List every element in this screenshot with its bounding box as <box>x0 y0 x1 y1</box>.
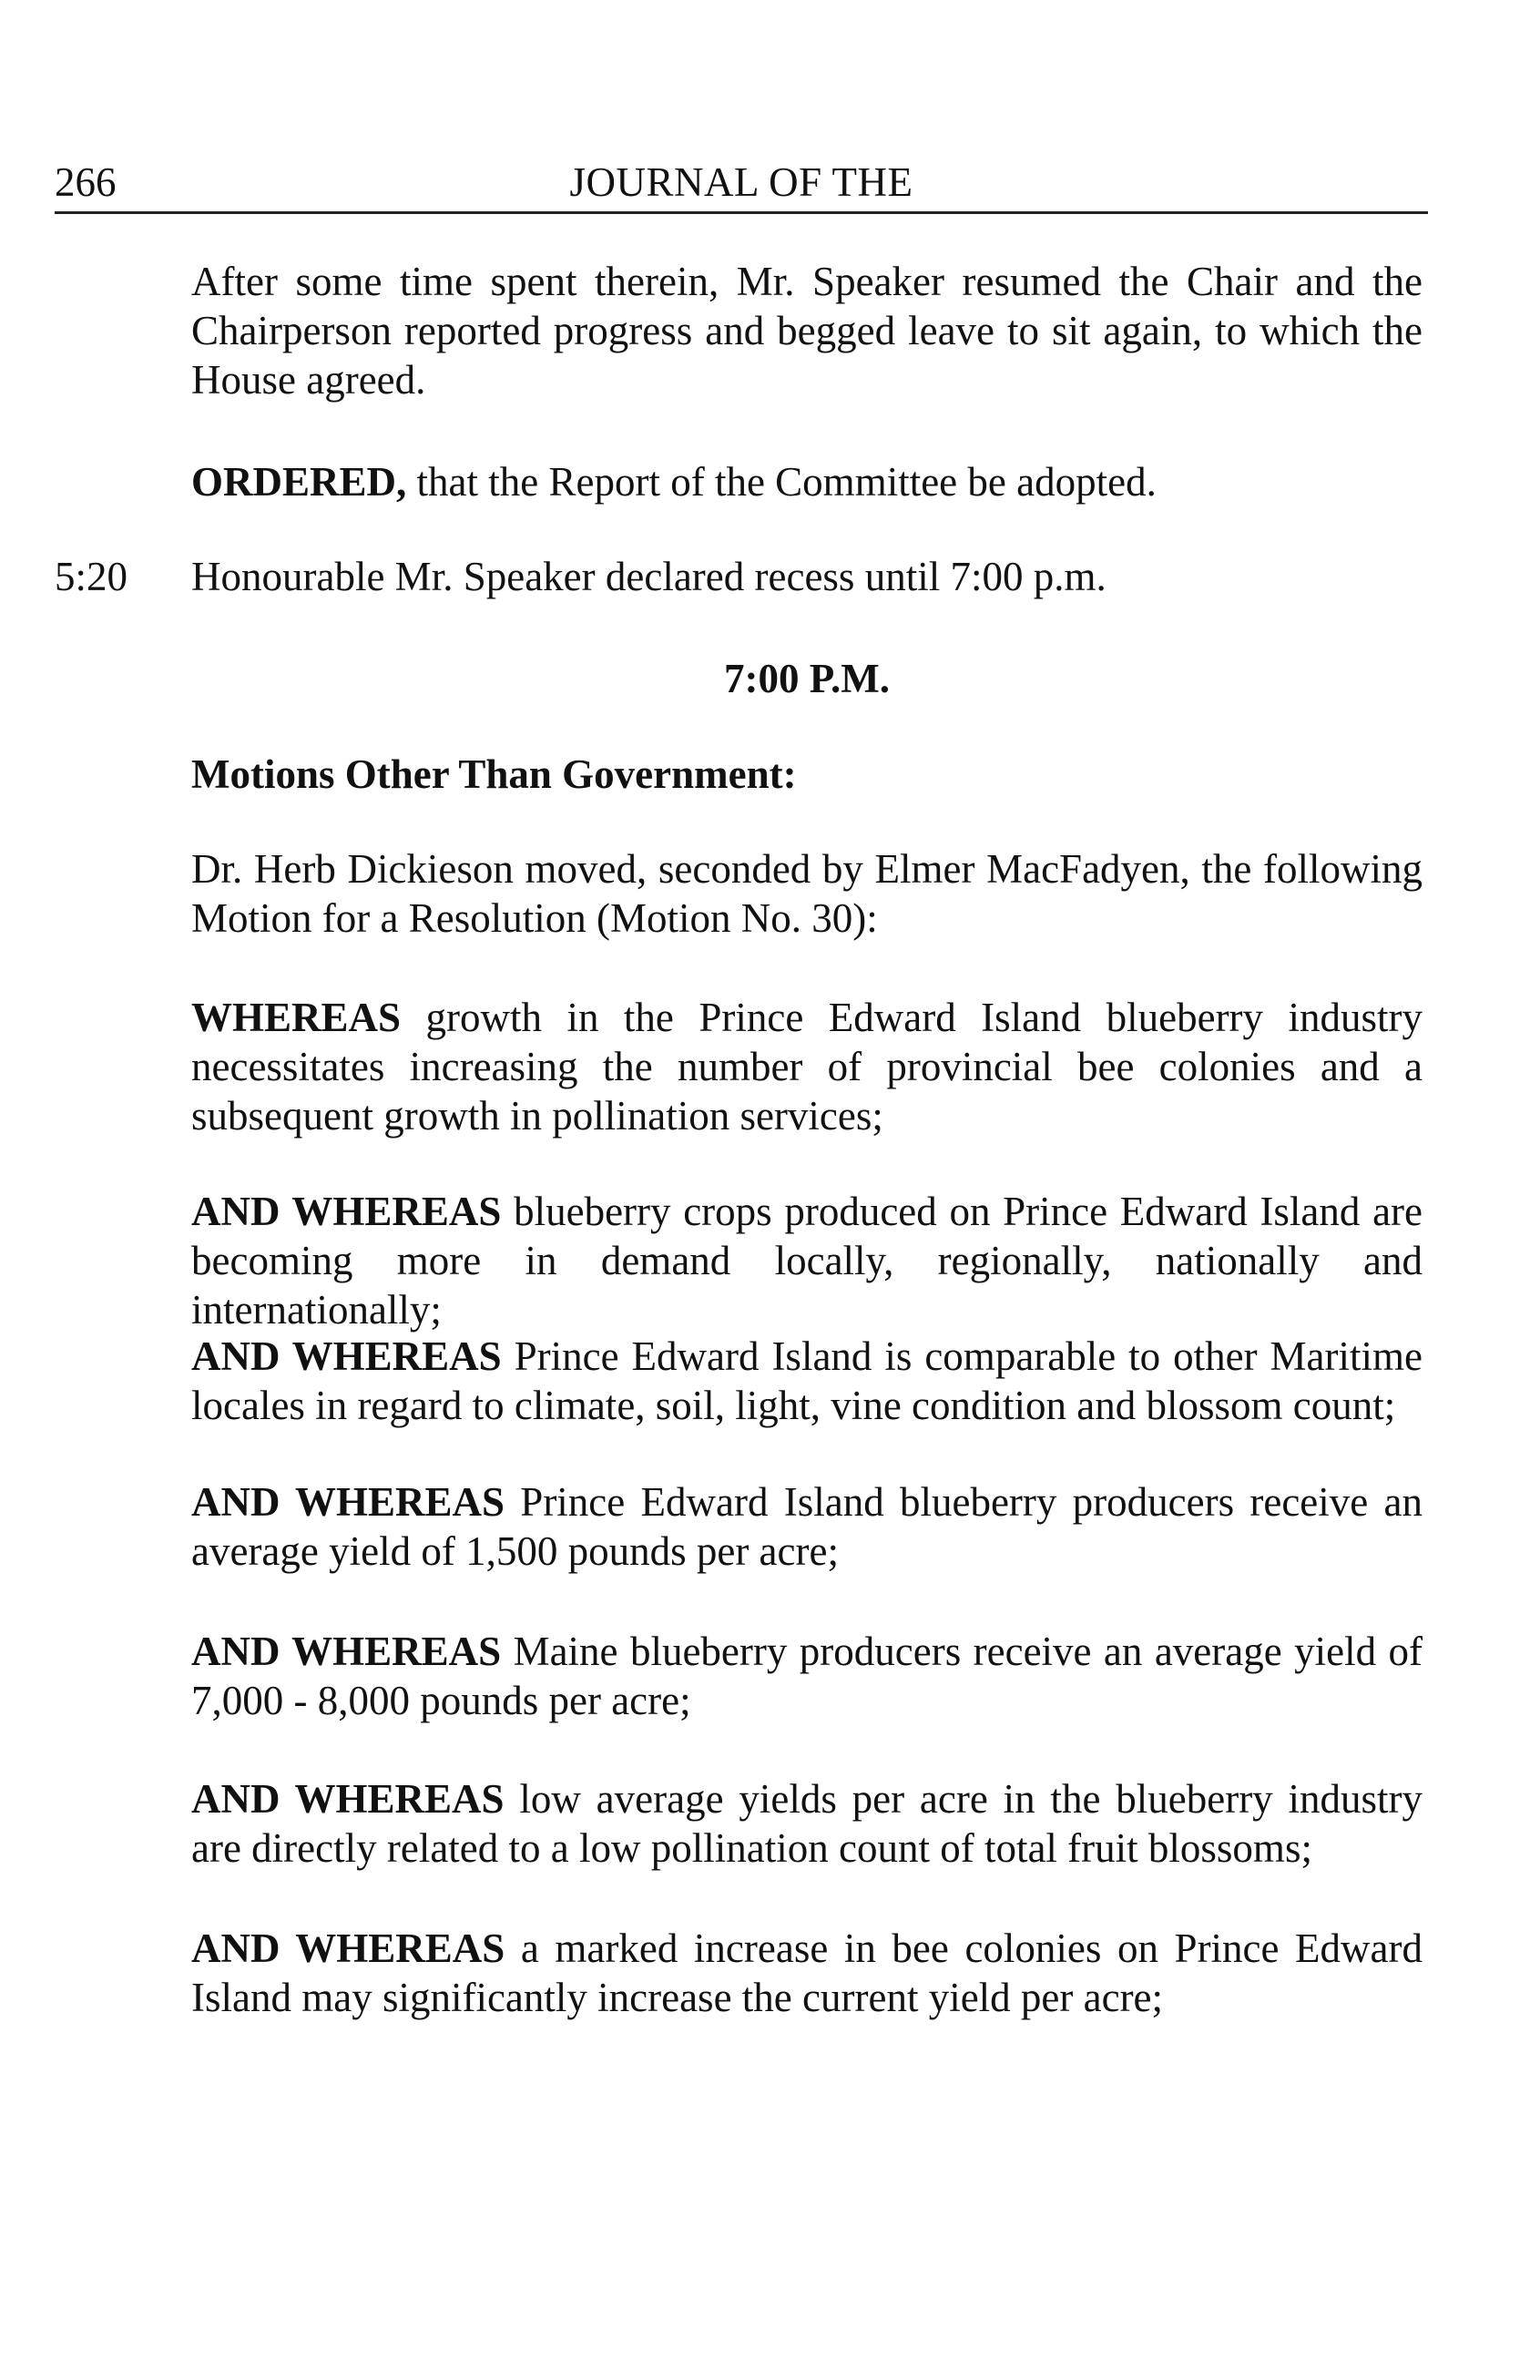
ordered-paragraph <box>191 457 1423 506</box>
whereas-clause <box>191 1187 1423 1334</box>
whereas-clause <box>191 1774 1423 1873</box>
whereas-clause <box>191 1332 1423 1430</box>
recess-paragraph: Honourable Mr. Speaker declared recess until 7:00 p.m. <box>191 554 1107 599</box>
clause-lead: AND WHEREAS <box>191 1629 502 1674</box>
clause-text: growth in the Prince Edward Island blueberry industry necessitates increasing the number of provincial bee colonies and a subsequent growth in pollination services; <box>191 995 1423 1139</box>
clause-text: Prince Edward Island is comparable to other Maritime locales in regard to climate, soil, light, vine condition and blossom count; <box>191 1333 1423 1428</box>
clause-text: Maine blueberry producers receive an average yield of 7,000 - 8,000 pounds per acre; <box>191 1629 1423 1723</box>
clause-text: low average yields per acre in the blueberry industry are directly related to a low pollination count of total fruit blossoms; <box>191 1776 1423 1871</box>
clause-text: a marked increase in bee colonies on Prince Edward Island may significantly increase the current yield per acre; <box>191 1925 1423 2020</box>
ordered-text: that the Report of the Committee be adopted. <box>406 459 1157 505</box>
clause-lead: WHEREAS <box>191 995 402 1040</box>
whereas-clause <box>191 1477 1423 1576</box>
committee-paragraph: After some time spent therein, Mr. Speaker resumed the Chair and the Chairperson reported progress and begged leave to sit again, to which the House agreed. <box>191 259 1423 403</box>
evening-time-heading: 7:00 P.M. <box>723 656 891 701</box>
section-heading: Motions Other Than Government: <box>191 751 797 797</box>
whereas-clause <box>191 1924 1423 2022</box>
clause-lead: AND WHEREAS <box>191 1189 502 1234</box>
whereas-clause <box>191 993 1423 1140</box>
clause-lead: AND WHEREAS <box>191 1925 505 1971</box>
motion-intro: Dr. Herb Dickieson moved, seconded by Elmer MacFadyen, the following Motion for a Resolution (Motion No. 30): <box>191 846 1423 941</box>
recess-margin-time: 5:20 <box>55 554 128 599</box>
clause-lead: AND WHEREAS <box>191 1776 505 1822</box>
clause-text: Prince Edward Island blueberry producers receive an average yield of 1,500 pounds per acre; <box>191 1479 1423 1574</box>
whereas-clause <box>191 1627 1423 1725</box>
running-head: JOURNAL OF THE <box>569 159 913 205</box>
page-header <box>55 157 1428 214</box>
clause-lead: AND WHEREAS <box>191 1479 505 1525</box>
ordered-lead: ORDERED, <box>191 459 407 505</box>
page-number: 266 <box>55 159 117 205</box>
clause-text: blueberry crops produced on Prince Edward Island are becoming more in demand locally, regionally, nationally and internationally; <box>191 1189 1423 1333</box>
clause-lead: AND WHEREAS <box>191 1333 502 1379</box>
